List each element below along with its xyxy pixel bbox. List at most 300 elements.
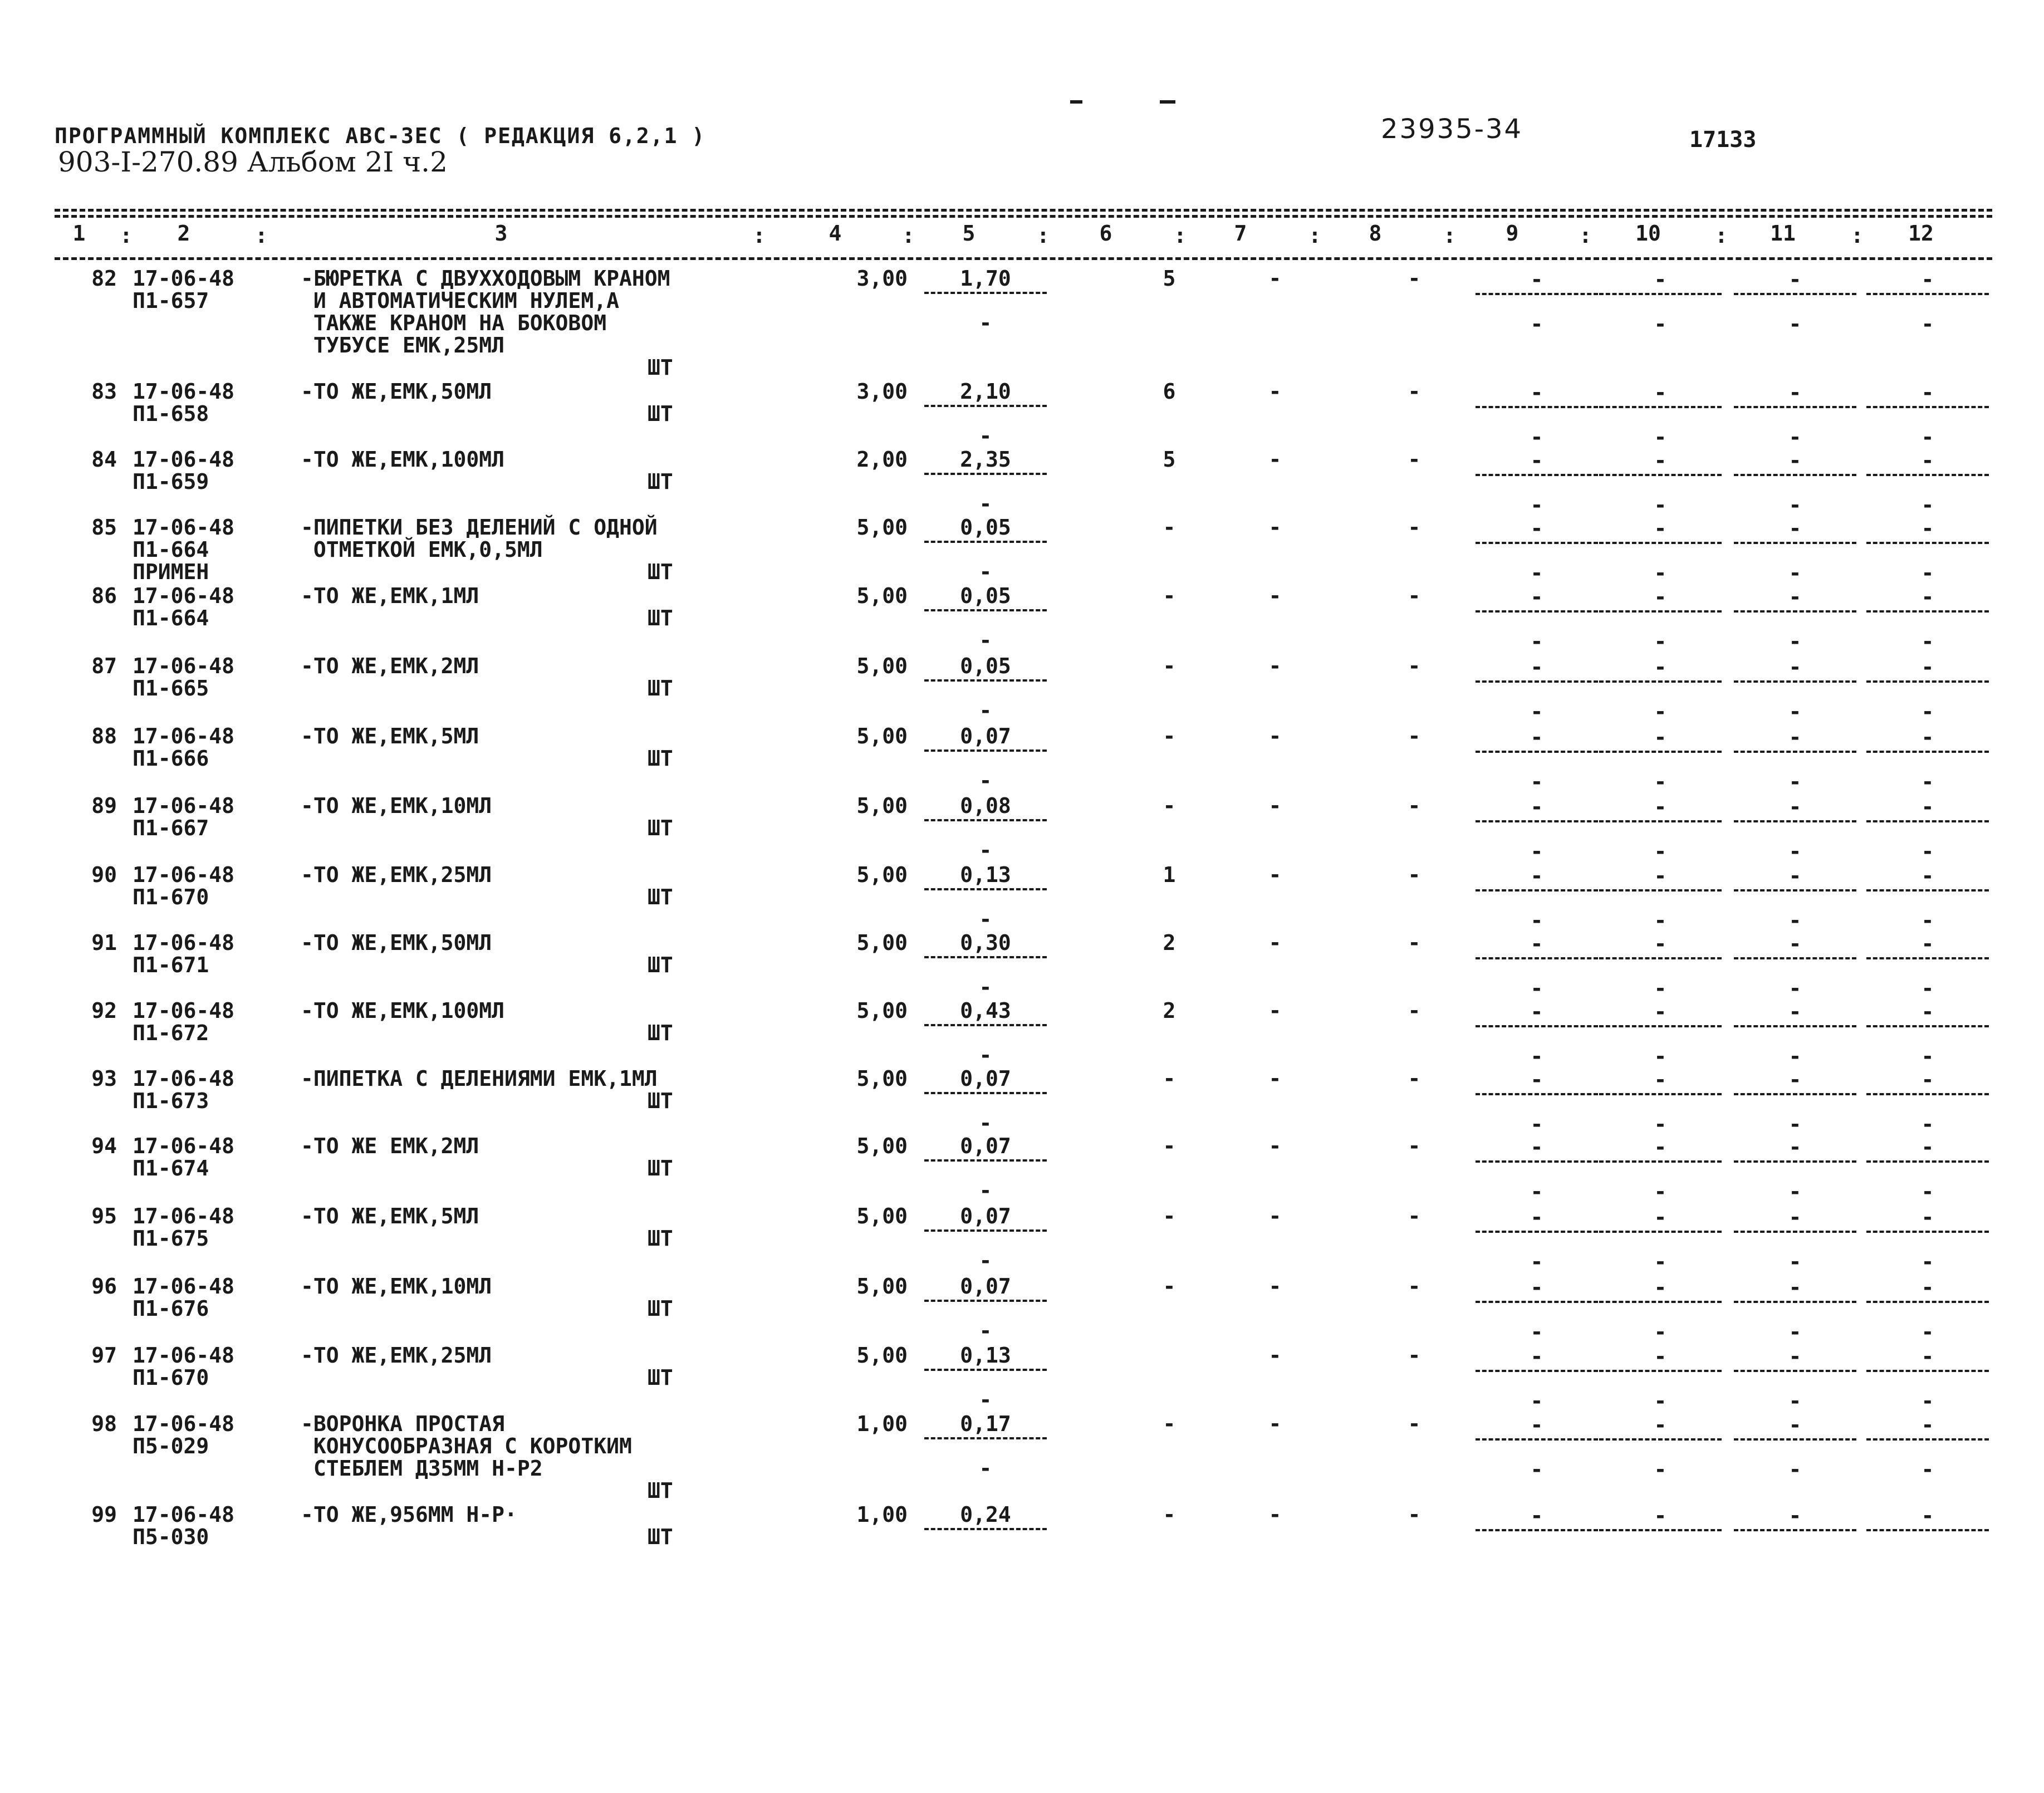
c12-underline [1866, 1093, 1989, 1095]
c11-subvalue: - [1788, 561, 1802, 585]
c12-subvalue: - [1921, 1320, 1934, 1344]
c12-value: - [1921, 1275, 1934, 1300]
column-header: 8 [1369, 221, 1382, 246]
c11-underline [1734, 610, 1856, 613]
price-value: 0,08 [960, 793, 1011, 818]
c9-underline [1476, 1025, 1598, 1027]
c9-value: - [1530, 1000, 1543, 1024]
c10-value: - [1654, 1205, 1667, 1229]
c12-subvalue: - [1921, 770, 1934, 794]
c12-subvalue: - [1921, 312, 1934, 336]
col8-value: - [1408, 1066, 1421, 1091]
price-subvalue: - [979, 907, 992, 932]
c9-underline [1476, 820, 1598, 822]
col6-value: 5 [1163, 266, 1176, 291]
c9-underline [1476, 1370, 1598, 1372]
price-value: 0,13 [960, 1343, 1011, 1368]
c11-value: - [1788, 864, 1802, 888]
c11-subvalue: - [1788, 976, 1802, 1001]
unit-label: ШТ [648, 560, 673, 584]
col6-value: - [1163, 1134, 1176, 1158]
column-header: 10 [1635, 221, 1661, 246]
c10-subvalue: - [1654, 976, 1667, 1001]
unit-label: ШТ [648, 1226, 673, 1251]
c11-subvalue: - [1788, 1320, 1802, 1344]
c12-subvalue: - [1921, 1457, 1934, 1482]
price-subvalue: - [979, 838, 992, 863]
c12-underline [1866, 1438, 1989, 1441]
item-description: -ТО ЖЕ,ЕМК,5МЛ [301, 1204, 479, 1228]
row-number: 99 [91, 1502, 117, 1527]
c10-underline [1599, 542, 1722, 544]
resource-code: П1-670 [133, 885, 209, 909]
col6-value: 2 [1163, 930, 1176, 955]
price-underline [924, 1024, 1047, 1026]
item-description: -ТО ЖЕ,ЕМК,100МЛ [301, 998, 505, 1023]
price-subvalue: - [979, 975, 992, 1000]
resource-code: 17-06-48 [133, 266, 235, 291]
c10-value: - [1654, 380, 1667, 405]
c9-underline [1476, 1160, 1598, 1163]
item-description: -ТО ЖЕ,ЕМК,50МЛ [301, 379, 492, 404]
col8-value: - [1408, 793, 1421, 818]
row-number: 93 [91, 1066, 117, 1091]
c10-subvalue: - [1654, 425, 1667, 449]
c10-underline [1599, 1529, 1722, 1531]
c11-value: - [1788, 267, 1802, 292]
c11-value: - [1788, 1067, 1802, 1092]
price-value: 0,05 [960, 584, 1011, 608]
c12-underline [1866, 820, 1989, 822]
c11-underline [1734, 293, 1856, 295]
quantity-value: 2,00 [856, 447, 908, 472]
unit-label: ШТ [648, 355, 673, 380]
c11-value: - [1788, 932, 1802, 956]
c12-underline [1866, 957, 1989, 959]
c12-subvalue: - [1921, 629, 1934, 654]
c9-value: - [1530, 516, 1543, 541]
c12-subvalue: - [1921, 1044, 1934, 1069]
resource-code: 17-06-48 [133, 379, 235, 404]
col8-value: - [1408, 654, 1421, 678]
resource-code: 17-06-48 [133, 1343, 235, 1368]
item-description: -ТО ЖЕ,ЕМК,100МЛ [301, 447, 505, 472]
price-value: 0,07 [960, 1066, 1011, 1091]
c12-value: - [1921, 795, 1934, 819]
price-underline [924, 609, 1047, 611]
column-header: 11 [1770, 221, 1796, 246]
c9-subvalue: - [1530, 561, 1543, 585]
price-underline [924, 1229, 1047, 1232]
table-top-rule [55, 215, 1992, 218]
c10-underline [1599, 1025, 1722, 1027]
col6-value: 6 [1163, 379, 1176, 404]
c10-underline [1599, 610, 1722, 613]
c11-value: - [1788, 1000, 1802, 1024]
c10-underline [1599, 474, 1722, 476]
c11-value: - [1788, 795, 1802, 819]
resource-code: П5-029 [133, 1434, 209, 1458]
c11-underline [1734, 1529, 1856, 1531]
c10-value: - [1654, 267, 1667, 292]
col8-value: - [1408, 1274, 1421, 1299]
c11-subvalue: - [1788, 1389, 1802, 1413]
col7-value: - [1268, 654, 1282, 678]
top-mark [1160, 100, 1175, 104]
c11-value: - [1788, 1205, 1802, 1229]
item-description: -ТО ЖЕ ЕМК,2МЛ [301, 1134, 479, 1158]
row-number: 83 [91, 379, 117, 404]
col7-value: - [1268, 724, 1282, 748]
c10-value: - [1654, 1344, 1667, 1369]
row-number: 90 [91, 863, 117, 887]
c9-value: - [1530, 1205, 1543, 1229]
c11-underline [1734, 889, 1856, 891]
price-underline [924, 819, 1047, 821]
c11-underline [1734, 1231, 1856, 1233]
c11-subvalue: - [1788, 1044, 1802, 1069]
col7-value: - [1268, 1204, 1282, 1228]
col6-value: - [1163, 654, 1176, 678]
quantity-value: 5,00 [856, 1343, 908, 1368]
resource-code: 17-06-48 [133, 515, 235, 540]
c11-value: - [1788, 585, 1802, 609]
c9-underline [1476, 293, 1598, 295]
item-description: -ТО ЖЕ,ЕМК,50МЛ [301, 930, 492, 955]
col8-value: - [1408, 379, 1421, 404]
c10-underline [1599, 1231, 1722, 1233]
resource-code: П1-674 [133, 1156, 209, 1180]
c12-value: - [1921, 1000, 1934, 1024]
quantity-value: 5,00 [856, 930, 908, 955]
c9-value: - [1530, 267, 1543, 292]
c11-underline [1734, 1438, 1856, 1441]
c9-subvalue: - [1530, 908, 1543, 933]
col8-value: - [1408, 447, 1421, 472]
page-number: 17133 [1689, 127, 1757, 153]
c12-value: - [1921, 1135, 1934, 1159]
col8-value: - [1408, 930, 1421, 955]
resource-code: П1-666 [133, 746, 209, 771]
c9-value: - [1530, 655, 1543, 679]
resource-code: 17-06-48 [133, 863, 235, 887]
c11-subvalue: - [1788, 1112, 1802, 1136]
unit-label: ШТ [648, 1478, 673, 1503]
price-subvalue: - [979, 1043, 992, 1067]
c10-value: - [1654, 516, 1667, 541]
col6-value: - [1163, 1274, 1176, 1299]
col8-value: - [1408, 724, 1421, 748]
column-header: 12 [1908, 221, 1934, 246]
c10-value: - [1654, 932, 1667, 956]
c10-value: - [1654, 1413, 1667, 1437]
c12-subvalue: - [1921, 561, 1934, 585]
col8-value: - [1408, 1134, 1421, 1158]
c12-subvalue: - [1921, 839, 1934, 864]
unit-label: ШТ [648, 1525, 673, 1549]
c11-underline [1734, 406, 1856, 408]
resource-code: 17-06-48 [133, 793, 235, 818]
c12-subvalue: - [1921, 1179, 1934, 1204]
resource-code: П1-675 [133, 1226, 209, 1251]
c9-value: - [1530, 795, 1543, 819]
c10-underline [1599, 957, 1722, 959]
col6-value: 5 [1163, 447, 1176, 472]
c11-value: - [1788, 655, 1802, 679]
c9-value: - [1530, 1135, 1543, 1159]
item-description: -ТО ЖЕ,ЕМК,2МЛ [301, 654, 479, 678]
row-number: 92 [91, 998, 117, 1023]
item-description: -ТО ЖЕ,ЕМК,1МЛ [301, 584, 479, 608]
col7-value: - [1268, 1412, 1282, 1436]
c12-subvalue: - [1921, 699, 1934, 724]
c9-value: - [1530, 725, 1543, 749]
c9-underline [1476, 1301, 1598, 1303]
unit-label: ШТ [648, 1089, 673, 1113]
column-header: 7 [1234, 221, 1247, 246]
col8-value: - [1408, 998, 1421, 1023]
price-value: 0,07 [960, 724, 1011, 748]
col6-value: 1 [1163, 863, 1176, 887]
c12-underline [1866, 889, 1989, 891]
resource-code: 17-06-48 [133, 1502, 235, 1527]
price-subvalue: - [979, 560, 992, 584]
c11-subvalue: - [1788, 1179, 1802, 1204]
c9-subvalue: - [1530, 1112, 1543, 1136]
price-underline [924, 473, 1047, 475]
c9-subvalue: - [1530, 699, 1543, 724]
c9-underline [1476, 1438, 1598, 1441]
resource-code: 17-06-48 [133, 447, 235, 472]
c12-value: - [1921, 380, 1934, 405]
price-subvalue: - [979, 1388, 992, 1412]
c9-value: - [1530, 932, 1543, 956]
c10-value: - [1654, 1503, 1667, 1528]
quantity-value: 1,00 [856, 1412, 908, 1436]
c10-value: - [1654, 655, 1667, 679]
col7-value: - [1268, 1274, 1282, 1299]
row-number: 87 [91, 654, 117, 678]
row-number: 94 [91, 1134, 117, 1158]
c10-value: - [1654, 1135, 1667, 1159]
price-subvalue: - [979, 1319, 992, 1343]
c9-subvalue: - [1530, 770, 1543, 794]
top-mark [1070, 100, 1082, 104]
resource-code: П1-671 [133, 953, 209, 977]
c11-value: - [1788, 1413, 1802, 1437]
row-number: 98 [91, 1412, 117, 1436]
resource-code: 17-06-48 [133, 930, 235, 955]
resource-code: 17-06-48 [133, 1274, 235, 1299]
c11-underline [1734, 1025, 1856, 1027]
resource-code: 17-06-48 [133, 1066, 235, 1091]
unit-label: ШТ [648, 401, 673, 426]
c9-underline [1476, 610, 1598, 613]
unit-label: ШТ [648, 1021, 673, 1045]
c11-underline [1734, 820, 1856, 822]
c11-underline [1734, 1301, 1856, 1303]
col7-value: - [1268, 1066, 1282, 1091]
c10-subvalue: - [1654, 1250, 1667, 1274]
album-title: 903-I-270.89 Альбом 2I ч.2 [58, 146, 448, 178]
price-subvalue: - [979, 698, 992, 723]
price-value: 1,70 [960, 266, 1011, 291]
c9-subvalue: - [1530, 1389, 1543, 1413]
c11-underline [1734, 1370, 1856, 1372]
quantity-value: 5,00 [856, 584, 908, 608]
c11-underline [1734, 1093, 1856, 1095]
resource-code: 17-06-48 [133, 1134, 235, 1158]
item-description: -ВОРОНКА ПРОСТАЯ КОНУСООБРАЗНАЯ С КОРОТКИМ СТЕБЛЕМ Д35ММ Н-Р2 [301, 1412, 632, 1481]
col6-value: - [1163, 1412, 1176, 1436]
unit-label: ШТ [648, 676, 673, 700]
col6-value: - [1163, 1204, 1176, 1228]
row-number: 89 [91, 793, 117, 818]
c12-value: - [1921, 932, 1934, 956]
resource-code: ПРИМЕН [133, 560, 209, 584]
resource-code: П1-665 [133, 676, 209, 700]
c11-underline [1734, 751, 1856, 753]
c11-underline [1734, 474, 1856, 476]
c9-subvalue: - [1530, 1320, 1543, 1344]
c10-subvalue: - [1654, 908, 1667, 933]
c12-underline [1866, 542, 1989, 544]
c10-subvalue: - [1654, 1320, 1667, 1344]
c10-value: - [1654, 448, 1667, 473]
c12-underline [1866, 680, 1989, 683]
c12-value: - [1921, 1344, 1934, 1369]
c12-value: - [1921, 448, 1934, 473]
row-number: 88 [91, 724, 117, 748]
resource-code: П1-672 [133, 1021, 209, 1045]
col7-value: - [1268, 930, 1282, 955]
col7-value: - [1268, 1343, 1282, 1368]
c12-underline [1866, 1529, 1989, 1531]
table-header-rule [55, 257, 1992, 260]
col7-value: - [1268, 584, 1282, 608]
resource-code: П1-670 [133, 1365, 209, 1390]
price-underline [924, 1300, 1047, 1302]
col8-value: - [1408, 266, 1421, 291]
c9-underline [1476, 542, 1598, 544]
c12-subvalue: - [1921, 493, 1934, 517]
resource-code: П1-667 [133, 816, 209, 840]
unit-label: ШТ [648, 885, 673, 909]
c9-subvalue: - [1530, 976, 1543, 1001]
c10-subvalue: - [1654, 1044, 1667, 1069]
c9-underline [1476, 680, 1598, 683]
price-underline [924, 888, 1047, 890]
resource-code: П1-659 [133, 469, 209, 494]
price-value: 0,13 [960, 863, 1011, 887]
col8-value: - [1408, 1343, 1421, 1368]
price-subvalue: - [979, 628, 992, 653]
c11-underline [1734, 680, 1856, 683]
c9-underline [1476, 474, 1598, 476]
resource-code: П1-664 [133, 537, 209, 562]
resource-code: П5-030 [133, 1525, 209, 1549]
c10-value: - [1654, 795, 1667, 819]
col7-value: - [1268, 515, 1282, 540]
c10-subvalue: - [1654, 839, 1667, 864]
item-description: -ТО ЖЕ,ЕМК,25МЛ [301, 1343, 492, 1368]
price-value: 0,07 [960, 1204, 1011, 1228]
col8-value: - [1408, 863, 1421, 887]
c12-underline [1866, 1160, 1989, 1163]
price-value: 0,07 [960, 1134, 1011, 1158]
c10-subvalue: - [1654, 1457, 1667, 1482]
price-value: 0,17 [960, 1412, 1011, 1436]
c11-underline [1734, 1160, 1856, 1163]
unit-label: ШТ [648, 1365, 673, 1390]
resource-code: 17-06-48 [133, 654, 235, 678]
row-number: 91 [91, 930, 117, 955]
table-top-rule [55, 209, 1992, 212]
quantity-value: 5,00 [856, 724, 908, 748]
c9-underline [1476, 1529, 1598, 1531]
c12-underline [1866, 1231, 1989, 1233]
c9-subvalue: - [1530, 629, 1543, 654]
column-header: 4 [829, 221, 842, 246]
c9-value: - [1530, 1275, 1543, 1300]
c9-value: - [1530, 585, 1543, 609]
unit-label: ШТ [648, 953, 673, 977]
c11-subvalue: - [1788, 908, 1802, 933]
resource-code: 17-06-48 [133, 998, 235, 1023]
c11-value: - [1788, 516, 1802, 541]
row-number: 97 [91, 1343, 117, 1368]
unit-label: ШТ [648, 1156, 673, 1180]
resource-code: 17-06-48 [133, 584, 235, 608]
price-value: 2,35 [960, 447, 1011, 472]
c11-subvalue: - [1788, 1250, 1802, 1274]
c10-subvalue: - [1654, 493, 1667, 517]
c11-underline [1734, 957, 1856, 959]
c9-value: - [1530, 380, 1543, 405]
quantity-value: 1,00 [856, 1502, 908, 1527]
c12-value: - [1921, 516, 1934, 541]
price-underline [924, 1159, 1047, 1162]
c10-subvalue: - [1654, 312, 1667, 336]
c10-subvalue: - [1654, 629, 1667, 654]
price-value: 0,05 [960, 515, 1011, 540]
col8-value: - [1408, 584, 1421, 608]
col6-value: - [1163, 1066, 1176, 1091]
row-number: 85 [91, 515, 117, 540]
col6-value: - [1163, 1502, 1176, 1527]
c11-value: - [1788, 380, 1802, 405]
row-number: 86 [91, 584, 117, 608]
c10-subvalue: - [1654, 770, 1667, 794]
c10-value: - [1654, 725, 1667, 749]
c9-underline [1476, 889, 1598, 891]
col8-value: - [1408, 1412, 1421, 1436]
col6-value: - [1163, 793, 1176, 818]
c12-underline [1866, 1025, 1989, 1027]
price-underline [924, 292, 1047, 294]
c9-value: - [1530, 864, 1543, 888]
quantity-value: 5,00 [856, 1066, 908, 1091]
resource-code: 17-06-48 [133, 724, 235, 748]
price-underline [924, 541, 1047, 543]
c12-value: - [1921, 864, 1934, 888]
c10-value: - [1654, 1000, 1667, 1024]
quantity-value: 5,00 [856, 515, 908, 540]
col6-value: - [1163, 584, 1176, 608]
col7-value: - [1268, 998, 1282, 1023]
col7-value: - [1268, 447, 1282, 472]
column-header: 6 [1099, 221, 1112, 246]
